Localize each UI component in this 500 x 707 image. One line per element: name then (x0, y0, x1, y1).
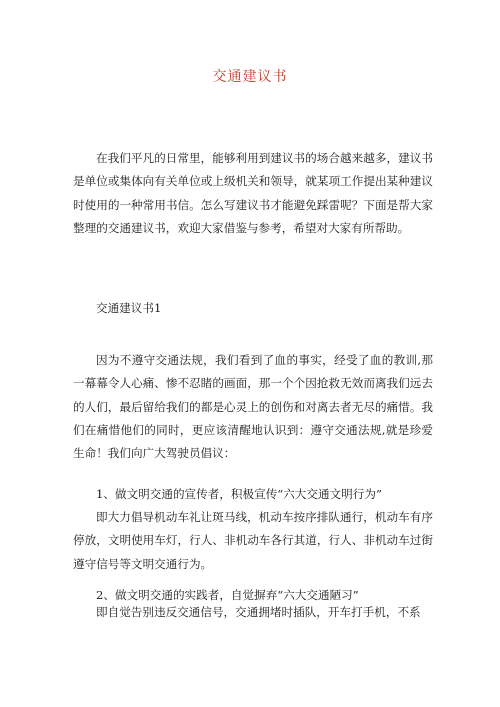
item-2-body: 即自觉告别违反交通信号，交通拥堵时插队，开车打手机，不系 (96, 605, 421, 619)
document-title: 交通建议书 (212, 69, 288, 85)
item-1-heading: 1、做文明交通的宣传者，积极宣传“六大交通文明行为” (96, 487, 382, 501)
body-paragraph-1: 因为不遵守交通法规，我们看到了血的事实，经受了血的教训,那一幕幕令人心痛、惨不忍睹的画面，那一个个因抢救无效而离我们远去的人们，最后留给我们的都是心灵上的创伤和对离去者无尽的痛惜。我们在痛惜他们的同时，更应该清醒地认识到：遵守交通法规,就是珍爱生命！我们向广大驾驶员倡议： (73, 353, 433, 461)
section-heading: 交通建议书1 (96, 301, 162, 315)
item-1-body: 即大力倡导机动车礼让斑马线，机动车按序排队通行，机动车有序停放，文明使用车灯，行人、非机动车各行其道，行人、非机动车过街遵守信号等文明交通行为。 (73, 510, 433, 571)
intro-paragraph: 在我们平凡的日常里，能够利用到建议书的场合越来越多，建议书是单位或集体向有关单位或上级机关和领导，就某项工作提出某种建议时使用的一种常用书信。怎么写建议书才能避免踩雷呢？下面是帮大家整理的交通建议书，欢迎大家借鉴与参考，希望对大家有所帮助。 (73, 151, 433, 235)
item-2-heading: 2、做文明交通的实践者，自觉摒弃“六大交通陋习” (96, 588, 359, 602)
